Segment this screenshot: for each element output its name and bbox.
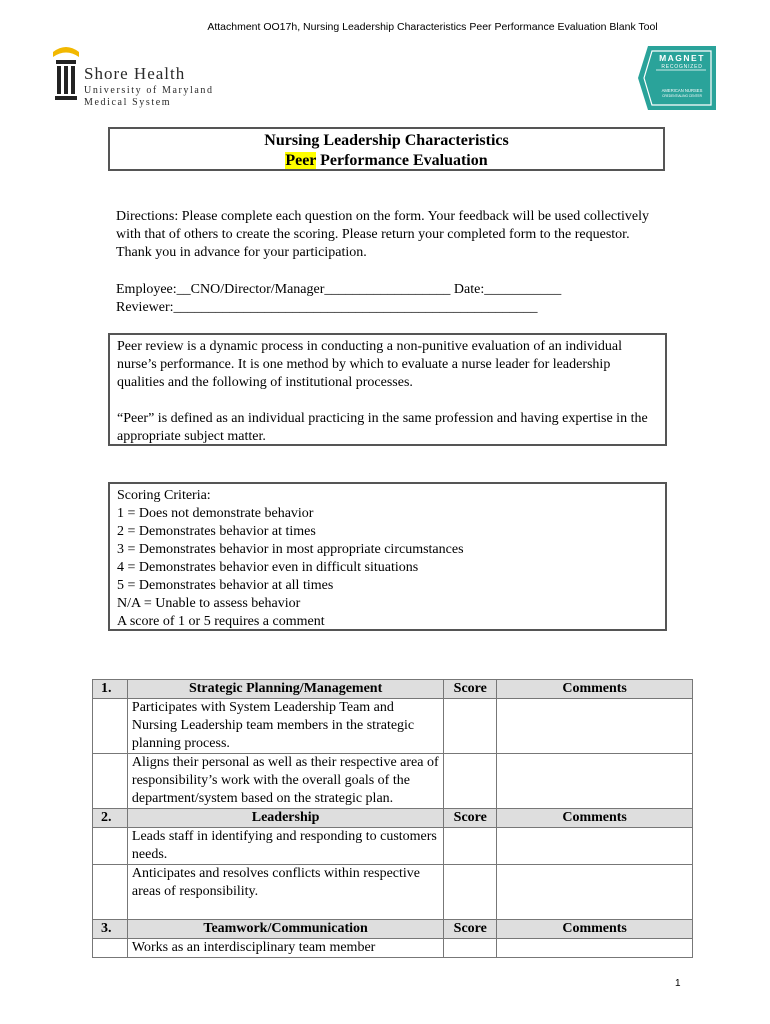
date-label: Date: xyxy=(450,282,485,297)
scoring-item: 1 = Does not demonstrate behavior xyxy=(117,506,314,521)
title-line-2 xyxy=(110,151,663,171)
org-name: Shore Health xyxy=(84,64,186,83)
scoring-title: Scoring Criteria: xyxy=(117,488,211,503)
scoring-item: 2 = Demonstrates behavior at times xyxy=(117,524,316,539)
employee-field[interactable]: __CNO/Director/Manager__________________ xyxy=(176,282,451,297)
reviewer-field[interactable]: ____________________________________________________ xyxy=(173,300,538,315)
title-line-1: Nursing Leadership Characteristics xyxy=(264,132,509,149)
title-highlight: Peer xyxy=(285,152,317,169)
section-header-row xyxy=(93,809,693,828)
directions-text: Directions: Please complete each question on the form. Your feedback will be used collectively with that of others to create the scoring. Please return your completed form to the requestor. Thank you in advance for your participation. xyxy=(116,209,650,260)
scoring-item: 5 = Demonstrates behavior at all times xyxy=(117,578,334,593)
section-number: 3. xyxy=(93,920,128,939)
section-number: 2. xyxy=(93,809,128,828)
comment-cell[interactable] xyxy=(497,828,693,865)
score-cell[interactable] xyxy=(444,939,497,958)
table-row xyxy=(93,828,693,865)
table-row xyxy=(93,939,693,958)
comments-header: Comments xyxy=(497,680,693,699)
criterion-text: Aligns their personal as well as their respective area of responsibility’s work with the overall goals of the department/system based on the strategic plan. xyxy=(127,754,443,809)
comment-cell[interactable] xyxy=(497,939,693,958)
scoring-item: A score of 1 or 5 requires a comment xyxy=(117,614,325,629)
org-line-2: Medical System xyxy=(84,97,172,108)
criterion-text: Leads staff in identifying and responding to customers needs. xyxy=(127,828,443,865)
section-number: 1. xyxy=(93,680,128,699)
column-building-icon xyxy=(50,42,82,106)
attachment-header: Attachment OO17h, Nursing Leadership Characteristics Peer Performance Evaluation Blank Tool xyxy=(207,21,658,33)
peer-review-para-2: “Peer” is defined as an individual practicing in the same profession and having expertise in the appropriate subject matter. xyxy=(117,411,648,444)
reviewer-label: Reviewer: xyxy=(116,300,174,315)
comment-cell[interactable] xyxy=(497,754,693,809)
badge-line-3: AMERICAN NURSES xyxy=(661,88,703,93)
scoring-item: 3 = Demonstrates behavior in most appropriate circumstances xyxy=(117,542,464,557)
criterion-text: Participates with System Leadership Team and Nursing Leadership team members in the strategic planning process. xyxy=(127,699,443,754)
badge-line-2: RECOGNIZED xyxy=(661,64,703,70)
section-heading: Leadership xyxy=(127,809,443,828)
employee-label: Employee: xyxy=(116,282,177,297)
score-cell[interactable] xyxy=(444,865,497,920)
criterion-text: Works as an interdisciplinary team member xyxy=(127,939,443,958)
scoring-item: 4 = Demonstrates behavior even in difficult situations xyxy=(117,560,419,575)
comment-cell[interactable] xyxy=(497,865,693,920)
employee-reviewer-block xyxy=(116,281,561,317)
comment-cell[interactable] xyxy=(497,699,693,754)
date-field[interactable]: ___________ xyxy=(484,282,562,297)
section-header-row xyxy=(93,680,693,699)
scoring-criteria-box xyxy=(108,482,667,631)
scoring-item: N/A = Unable to assess behavior xyxy=(117,596,301,611)
evaluation-table xyxy=(92,679,693,958)
page-number: 1 xyxy=(675,978,681,989)
table-row xyxy=(93,865,693,920)
comments-header: Comments xyxy=(497,920,693,939)
score-header: Score xyxy=(444,920,497,939)
score-cell[interactable] xyxy=(444,828,497,865)
criterion-text: Anticipates and resolves conflicts within respective areas of responsibility. xyxy=(127,865,443,920)
comments-header: Comments xyxy=(497,809,693,828)
table-row xyxy=(93,754,693,809)
score-header: Score xyxy=(444,680,497,699)
section-heading: Strategic Planning/Management xyxy=(127,680,443,699)
section-heading: Teamwork/Communication xyxy=(127,920,443,939)
magnet-recognized-badge xyxy=(638,46,716,110)
table-row xyxy=(93,699,693,754)
org-line-1: University of Maryland xyxy=(84,85,214,96)
score-header: Score xyxy=(444,809,497,828)
score-cell[interactable] xyxy=(444,754,497,809)
shore-health-logo xyxy=(50,42,250,112)
title-line-2-rest: Performance Evaluation xyxy=(316,152,488,169)
score-cell[interactable] xyxy=(444,699,497,754)
badge-line-4: CREDENTIALING CENTER xyxy=(662,94,702,98)
title-box xyxy=(108,127,665,171)
badge-line-1: MAGNET xyxy=(659,53,705,63)
peer-review-para-1: Peer review is a dynamic process in conducting a non-punitive evaluation of an individual nurse’s performance. It is one method by which to evaluate a nurse leader for leadership qualities and the following of institutional processes. xyxy=(117,339,623,390)
peer-review-info-box xyxy=(108,333,667,446)
section-header-row xyxy=(93,920,693,939)
